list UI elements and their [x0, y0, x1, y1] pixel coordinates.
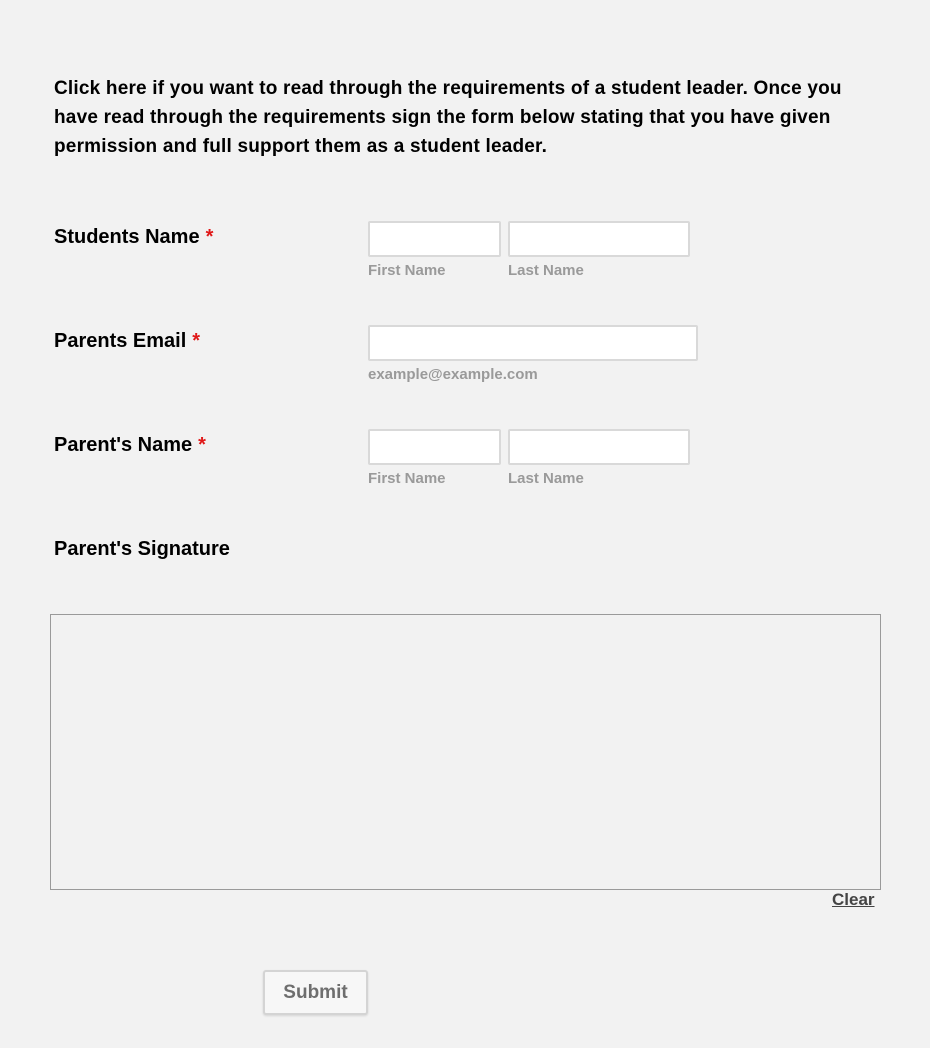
required-asterisk: * [205, 226, 214, 248]
parents-email-input[interactable] [368, 325, 698, 361]
parents-email-label-text: Parents Email [54, 330, 187, 352]
submit-button[interactable]: Submit [263, 970, 368, 1015]
parents-first-name-input[interactable] [368, 429, 501, 465]
parents-email-sublabel: example@example.com [368, 366, 538, 383]
required-asterisk: * [192, 330, 201, 352]
students-last-name-sublabel: Last Name [508, 262, 584, 279]
signature-pad[interactable] [50, 614, 881, 890]
students-name-label [54, 226, 213, 249]
students-last-name-input[interactable] [508, 221, 690, 257]
parents-last-name-input[interactable] [508, 429, 690, 465]
required-asterisk: * [198, 434, 206, 456]
parents-name-label-text: Parent's Name [54, 434, 193, 456]
parents-name-label [54, 434, 206, 457]
students-first-name-input[interactable] [368, 221, 501, 257]
parents-email-label [54, 330, 200, 353]
students-first-name-sublabel: First Name [368, 262, 446, 279]
clear-signature-link[interactable]: Clear [832, 890, 875, 909]
intro-requirements-text[interactable]: Click here if you want to read through the requirements of a student leader. Once you have read through the requirements sign the form below stating that you have given permission and full support them as a student leader. [54, 78, 842, 157]
students-name-label-text: Students Name [54, 226, 200, 248]
parents-first-name-sublabel: First Name [368, 470, 446, 487]
parents-last-name-sublabel: Last Name [508, 470, 584, 487]
parents-signature-label: Parent's Signature [54, 538, 230, 560]
